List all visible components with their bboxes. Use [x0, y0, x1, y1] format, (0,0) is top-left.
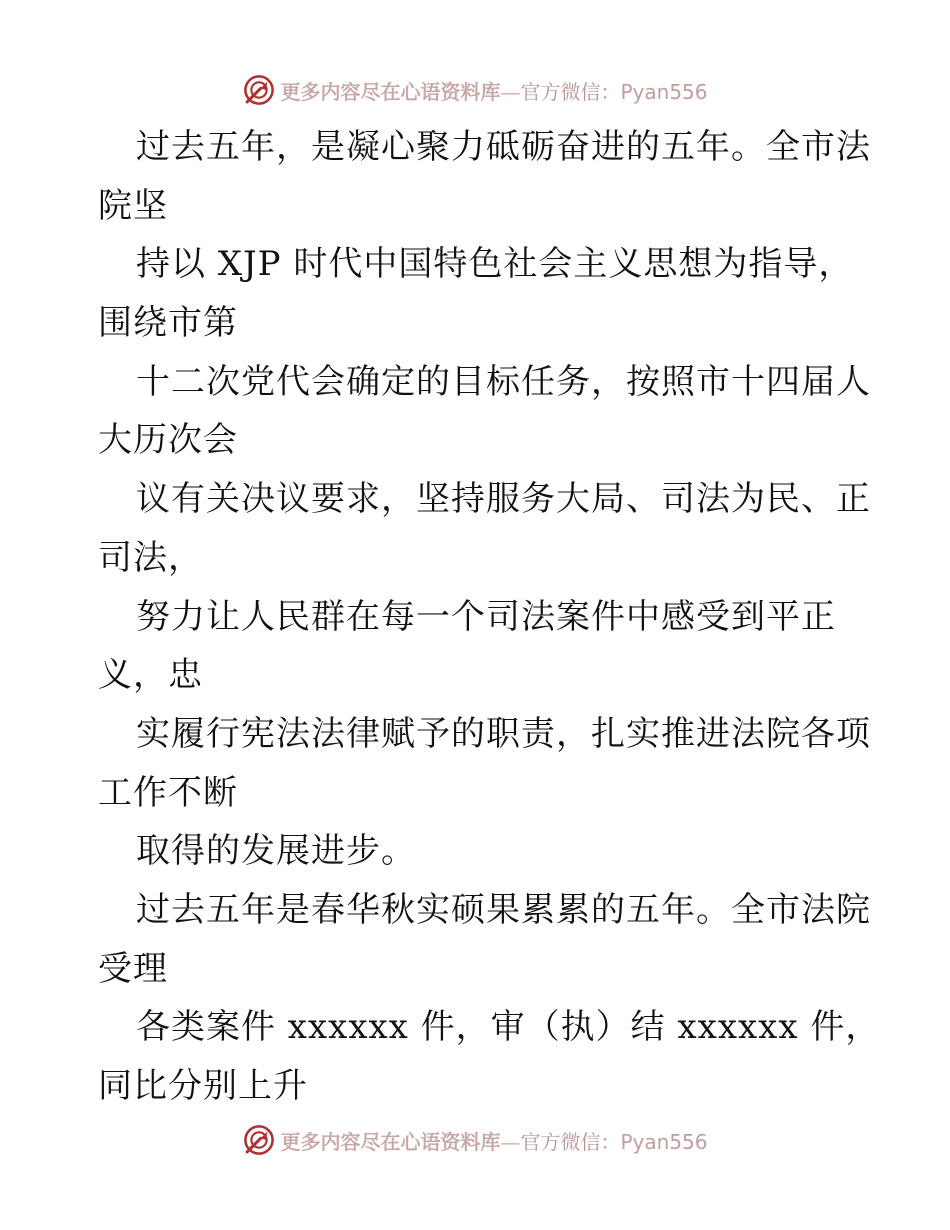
text-line: 同比分别上升 [98, 1066, 308, 1106]
footer-watermark [0, 1120, 950, 1160]
text-line: 院坚 [98, 185, 168, 226]
text-line: 受理 [98, 948, 168, 989]
text-line: 十二次党代会确定的目标任务，按照市十四届人 [136, 361, 871, 402]
watermark-text [280, 76, 707, 105]
text-line: 各类案件 xxxxxx 件，审（执）结 xxxxxx 件， [136, 1007, 881, 1048]
text-line: 取得的发展进步。 [136, 831, 416, 872]
watermark-text [280, 1126, 707, 1155]
watermark-wechat-id: Pyan556 [620, 79, 708, 104]
text-line: 义，忠 [98, 655, 203, 696]
document-body [98, 118, 881, 1116]
text-line: 过去五年，是凝心聚力砥砺奋进的五年。全市法 [136, 127, 871, 167]
text-line: 司法， [98, 537, 203, 578]
watermark-dash: — [500, 79, 521, 104]
text-line: 持以 XJP 时代中国特色社会主义思想为指导， [136, 244, 854, 285]
text-line: 努力让人民群在每一个司法案件中感受到平正 [136, 596, 836, 637]
text-line: 工作不断 [98, 772, 238, 813]
text-line: 实履行宪法法律赋予的职责，扎实推进法院各项 [136, 713, 871, 754]
text-line: 过去五年是春华秋实硕果累累的五年。全市法院 [136, 889, 871, 930]
seal-logo-icon [242, 1123, 276, 1157]
seal-logo-icon [242, 73, 276, 107]
text-line: 议有关决议要求，坚持服务大局、司法为民、正 [136, 479, 871, 520]
watermark-label: 官方微信： [520, 79, 621, 104]
watermark-group [242, 73, 707, 107]
watermark-brand: 更多内容尽在心语资料库 [280, 79, 501, 104]
watermark-wechat-id: Pyan556 [620, 1129, 708, 1154]
watermark-label: 官方微信： [520, 1129, 621, 1154]
header-watermark [0, 70, 950, 110]
watermark-group [242, 1123, 707, 1157]
text-line: 大历次会 [98, 420, 238, 461]
watermark-dash: — [500, 1129, 521, 1154]
watermark-brand: 更多内容尽在心语资料库 [280, 1129, 501, 1154]
text-line: 围绕市第 [98, 303, 238, 344]
